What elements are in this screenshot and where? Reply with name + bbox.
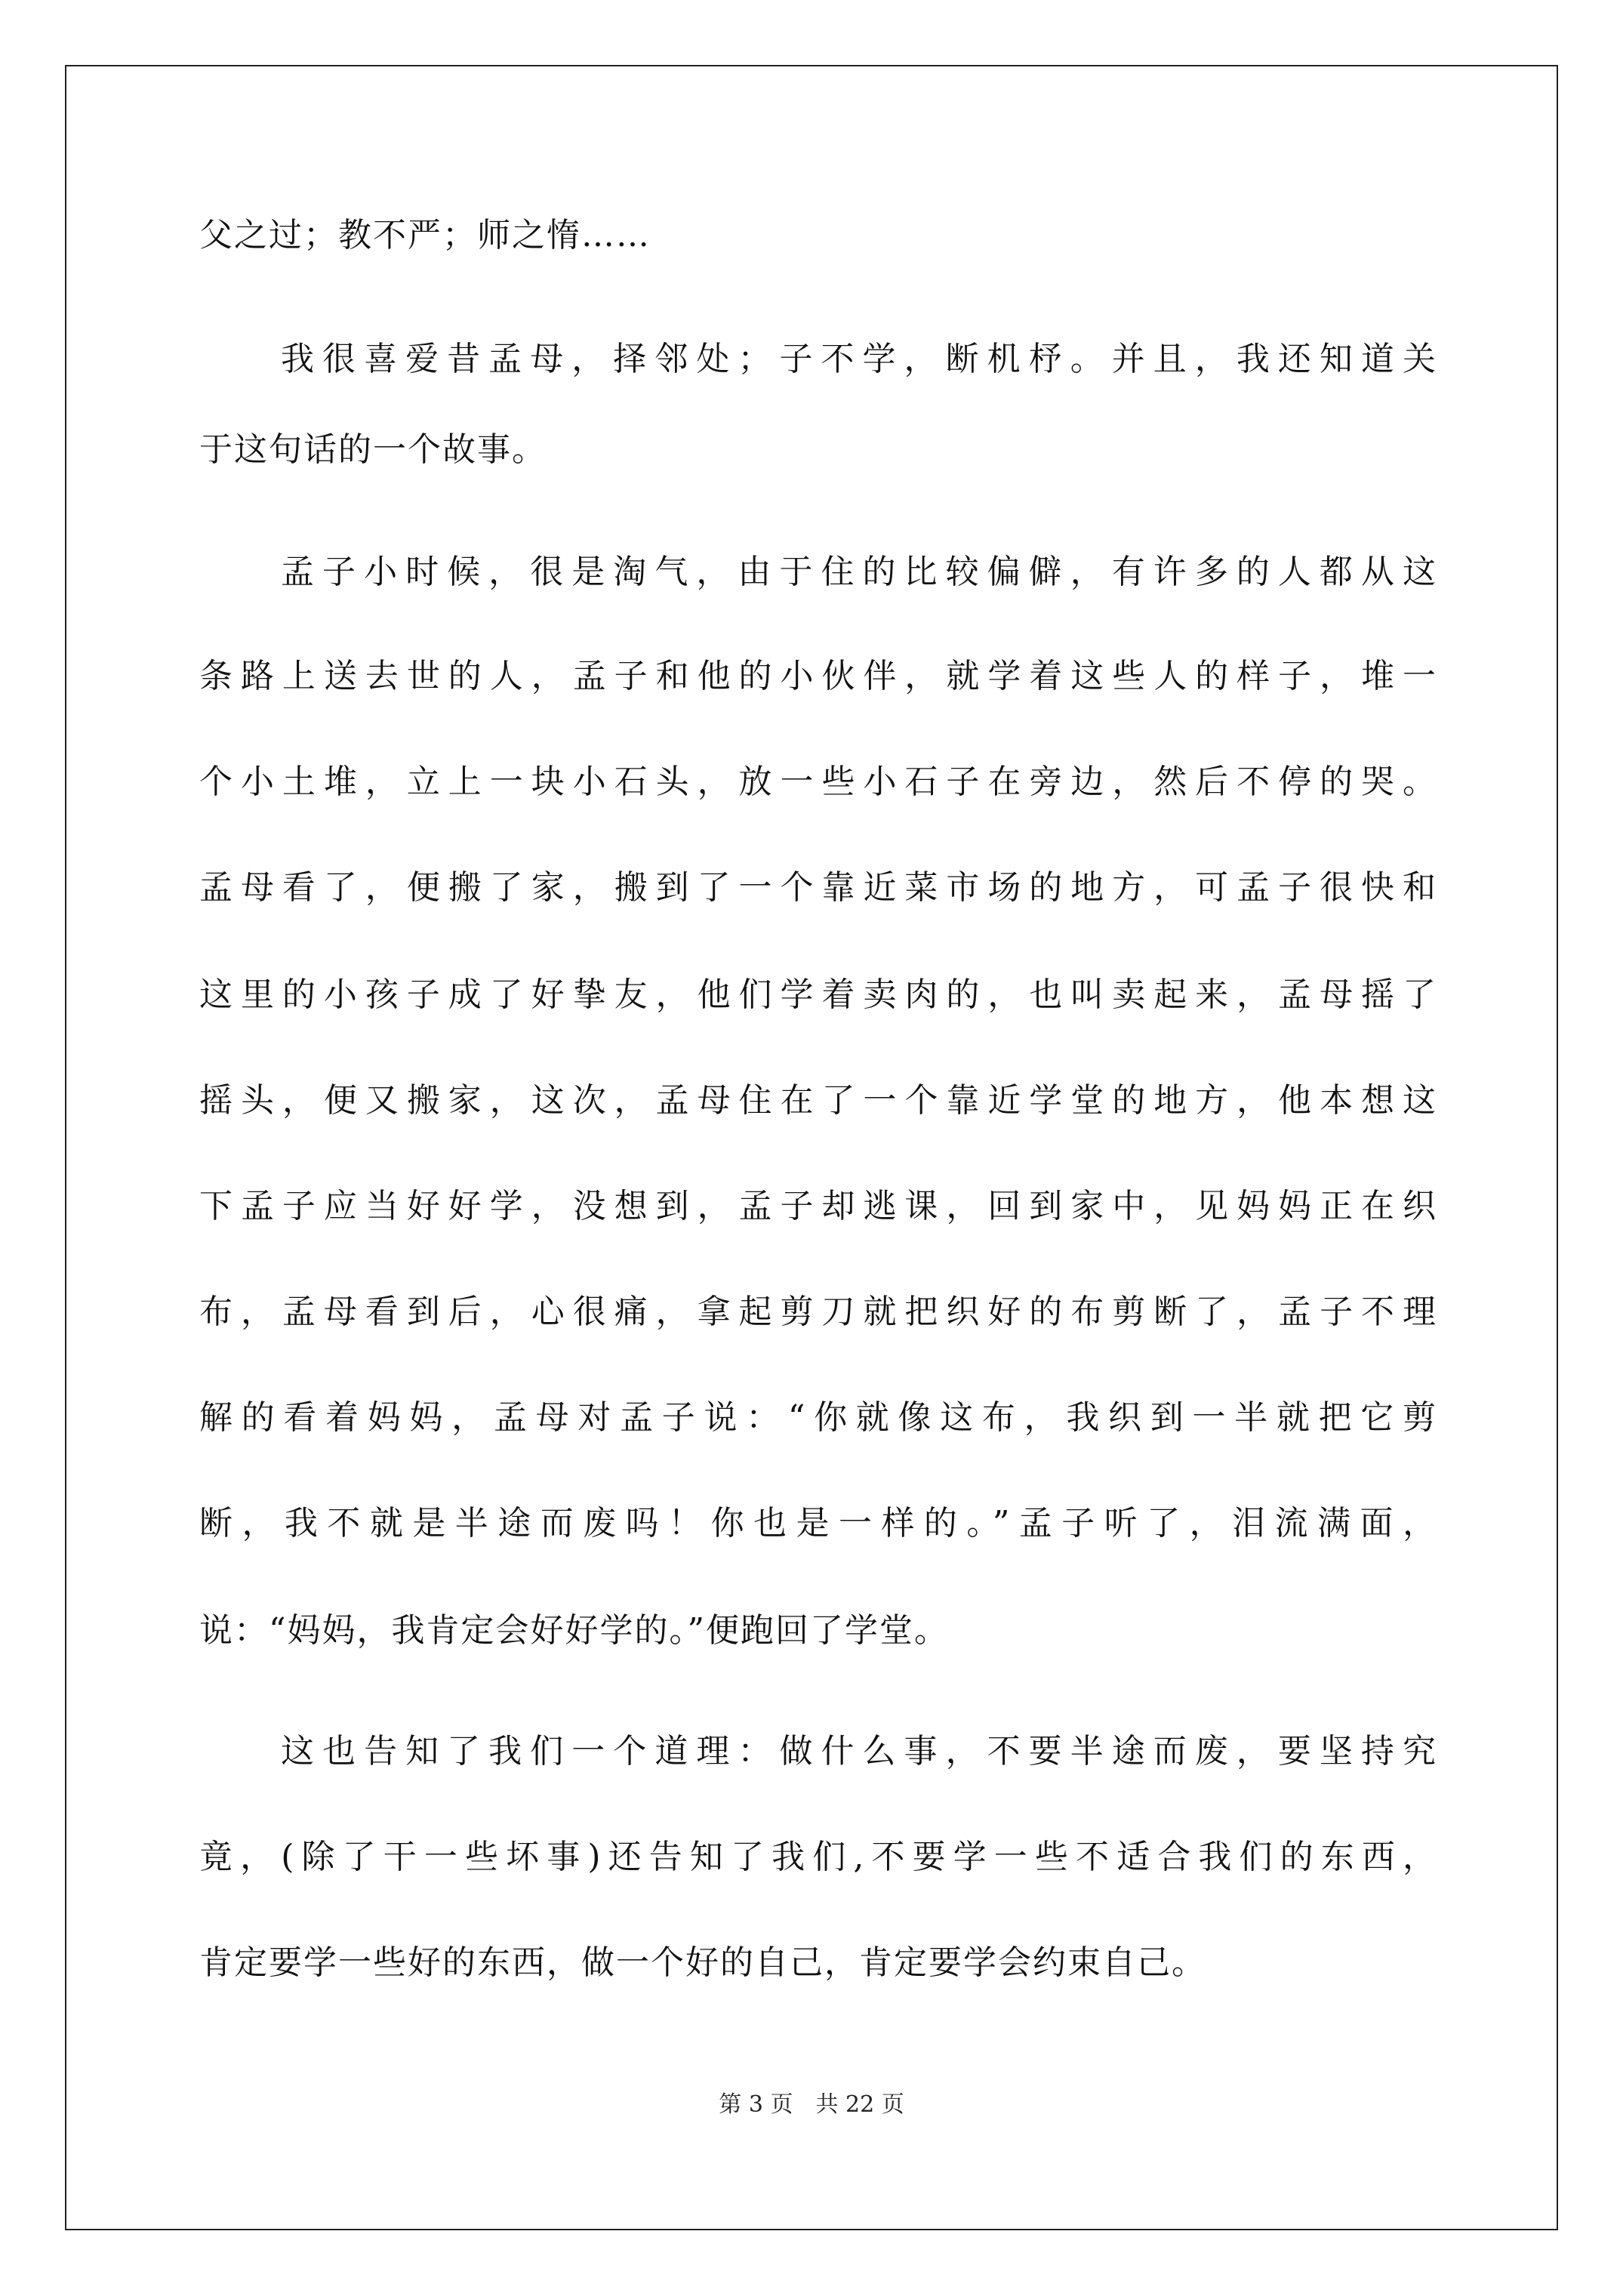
paragraph-first-line: 孟子小时候，很是淘气，由于住的比较偏僻，有许多的人都从这 bbox=[281, 553, 1437, 591]
page-border bbox=[65, 65, 1558, 2230]
paragraph-first-line: 这也告知了我们一个道理：做什么事，不要半途而废，要坚持究 bbox=[281, 1732, 1437, 1771]
text-line: 断，我不就是半途而废吗！你也是一样的。”孟子听了，泪流满面， bbox=[199, 1504, 1437, 1542]
text-line: 肯定要学一些好的东西，做一个好的自己，肯定要学会约束自己。 bbox=[199, 1943, 1206, 1982]
paragraph-first-line: 我很喜爱昔孟母，择邻处；子不学，断机杼。并且，我还知道关 bbox=[281, 340, 1437, 378]
text-line: 个小土堆，立上一块小石头，放一些小石子在旁边，然后不停的哭。 bbox=[199, 763, 1437, 801]
text-line: 说：“妈妈，我肯定会好好学的。”便跑回了学堂。 bbox=[199, 1611, 949, 1650]
text-line: 于这句话的一个故事。 bbox=[199, 430, 547, 469]
text-line: 父之过；教不严；师之惰…… bbox=[199, 216, 651, 254]
text-line: 下孟子应当好好学，没想到，孟子却逃课，回到家中，见妈妈正在织 bbox=[199, 1187, 1437, 1225]
text-line: 布，孟母看到后，心很痛，拿起剪刀就把织好的布剪断了，孟子不理 bbox=[199, 1293, 1437, 1331]
text-line: 摇头，便又搬家，这次，孟母住在了一个靠近学堂的地方，他本想这 bbox=[199, 1081, 1437, 1120]
text-line: 这里的小孩子成了好挚友，他们学着卖肉的，也叫卖起来，孟母摇了 bbox=[199, 975, 1437, 1014]
text-line: 孟母看了，便搬了家，搬到了一个靠近菜市场的地方，可孟子很快和 bbox=[199, 868, 1437, 907]
text-line: 解的看着妈妈，孟母对孟子说：“你就像这布，我织到一半就把它剪 bbox=[199, 1398, 1437, 1437]
text-line: 竟，(除了干一些坏事)还告知了我们,不要学一些不适合我们的东西， bbox=[199, 1838, 1437, 1876]
text-line: 条路上送去世的人，孟子和他的小伙伴，就学着这些人的样子，堆一 bbox=[199, 657, 1437, 695]
page-number-footer: 第 3 页 共 22 页 bbox=[719, 2091, 904, 2118]
